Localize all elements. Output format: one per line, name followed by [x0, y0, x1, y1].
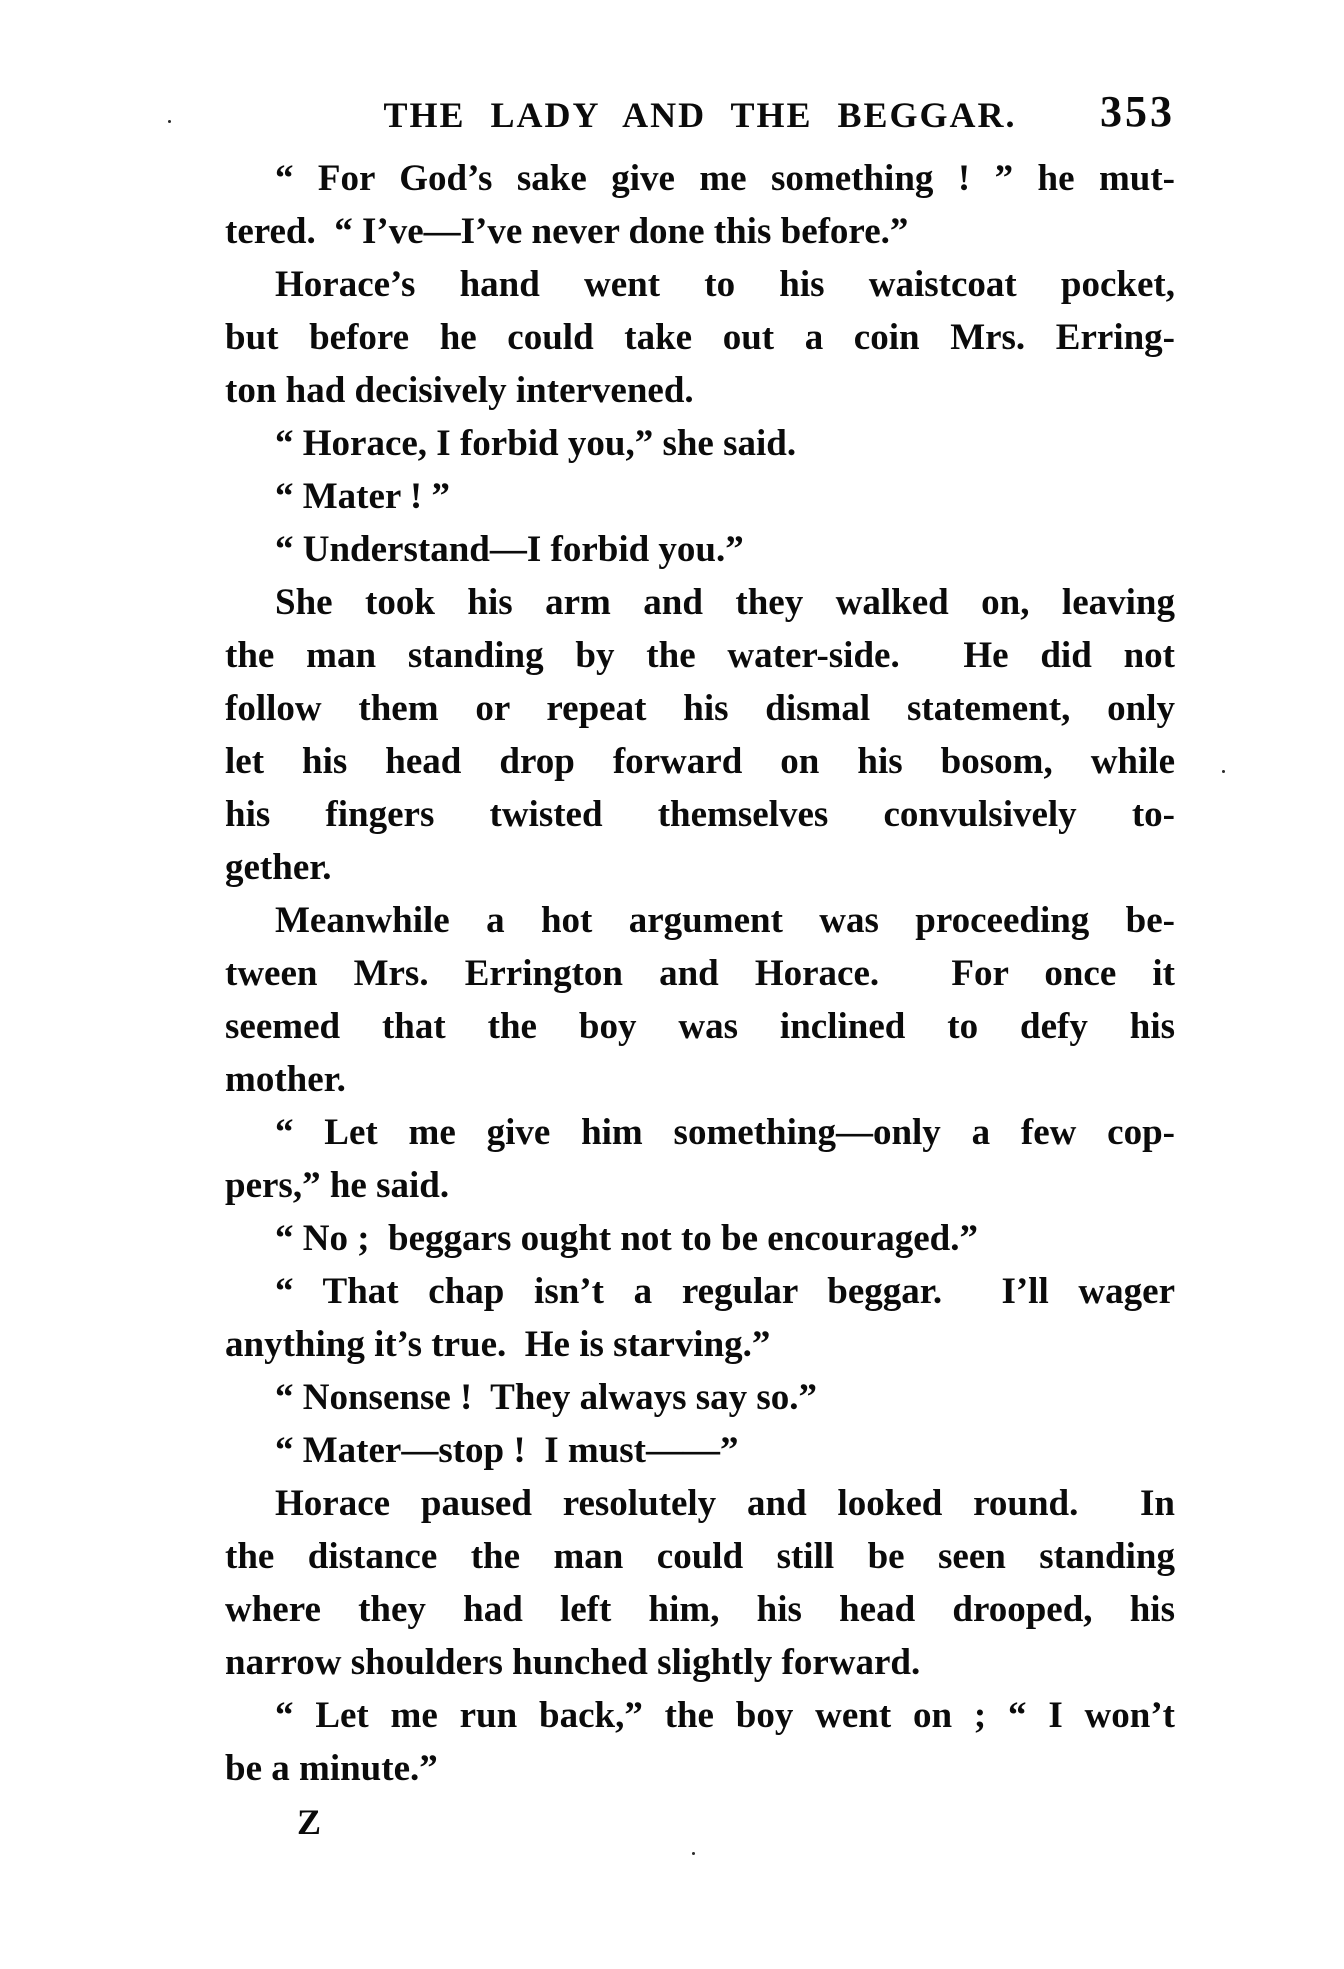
- paragraph: [225, 1689, 1175, 1795]
- text-line: but before he could take out a coin Mrs. Erring-: [225, 317, 1175, 358]
- text-line: Meanwhile a hot argument was proceeding be-: [275, 900, 1175, 941]
- paragraph: [225, 1477, 1175, 1689]
- text-line: “ Understand—I forbid you.”: [275, 529, 744, 570]
- running-title: THE LADY AND THE BEGGAR.: [383, 95, 1017, 135]
- text-block: [225, 88, 1175, 1847]
- text-line: Horace’s hand went to his waistcoat pocket,: [275, 264, 1175, 305]
- text-line: mother.: [225, 1059, 346, 1100]
- text-line: anything it’s true. He is starving.”: [225, 1324, 771, 1365]
- text-line: “ Mater ! ”: [275, 476, 450, 517]
- scan-speck: [692, 1852, 695, 1855]
- paragraph: [225, 1212, 1175, 1265]
- text-line: “ Mater—stop ! I must——”: [275, 1430, 739, 1471]
- text-line: where they had left him, his head drooped, his: [225, 1589, 1175, 1630]
- text-line: “ Let me run back,” the boy went on ; “ I won’t: [275, 1695, 1175, 1736]
- text-line: narrow shoulders hunched slightly forward.: [225, 1642, 921, 1683]
- text-line: let his head drop forward on his bosom, while: [225, 741, 1175, 782]
- paragraph: [225, 1265, 1175, 1371]
- page-number: 353: [1100, 87, 1175, 136]
- paragraph: [225, 1106, 1175, 1212]
- paragraph: [225, 152, 1175, 258]
- printer-signature: Z: [297, 1802, 322, 1842]
- text-line: gether.: [225, 847, 332, 888]
- paragraph: [225, 417, 1175, 470]
- text-line: She took his arm and they walked on, leaving: [275, 582, 1175, 623]
- paragraph: [225, 523, 1175, 576]
- page-body: [225, 152, 1175, 1795]
- text-line: “ Let me give him something—only a few cop-: [275, 1112, 1175, 1153]
- text-line: tween Mrs. Errington and Horace. For once it: [225, 953, 1175, 994]
- text-line: pers,” he said.: [225, 1165, 450, 1206]
- page-header: [225, 88, 1175, 140]
- text-line: the distance the man could still be seen standing: [225, 1536, 1175, 1577]
- text-line: the man standing by the water-side. He did not: [225, 635, 1175, 676]
- text-line: follow them or repeat his dismal statement, only: [225, 688, 1175, 729]
- text-line: “ Nonsense ! They always say so.”: [275, 1377, 818, 1418]
- paragraph: [225, 1371, 1175, 1424]
- scan-speck: [168, 120, 171, 123]
- text-line: “ No ; beggars ought not to be encouraged.”: [275, 1218, 978, 1259]
- text-line: his fingers twisted themselves convulsively to-: [225, 794, 1175, 835]
- text-line: seemed that the boy was inclined to defy his: [225, 1006, 1175, 1047]
- text-line: “ For God’s sake give me something ! ” he mut-: [275, 158, 1175, 199]
- paragraph: [225, 258, 1175, 417]
- scan-speck: [1222, 770, 1225, 773]
- text-line: be a minute.”: [225, 1748, 438, 1789]
- paragraph: [225, 1424, 1175, 1477]
- text-line: Horace paused resolutely and looked round. In: [275, 1483, 1175, 1524]
- text-line: ton had decisively intervened.: [225, 370, 694, 411]
- text-line: tered. “ I’ve—I’ve never done this before.”: [225, 211, 909, 252]
- text-line: “ That chap isn’t a regular beggar. I’ll wager: [275, 1271, 1175, 1312]
- paragraph: [225, 894, 1175, 1106]
- paragraph: [225, 576, 1175, 894]
- paragraph: [225, 470, 1175, 523]
- text-line: “ Horace, I forbid you,” she said.: [275, 423, 797, 464]
